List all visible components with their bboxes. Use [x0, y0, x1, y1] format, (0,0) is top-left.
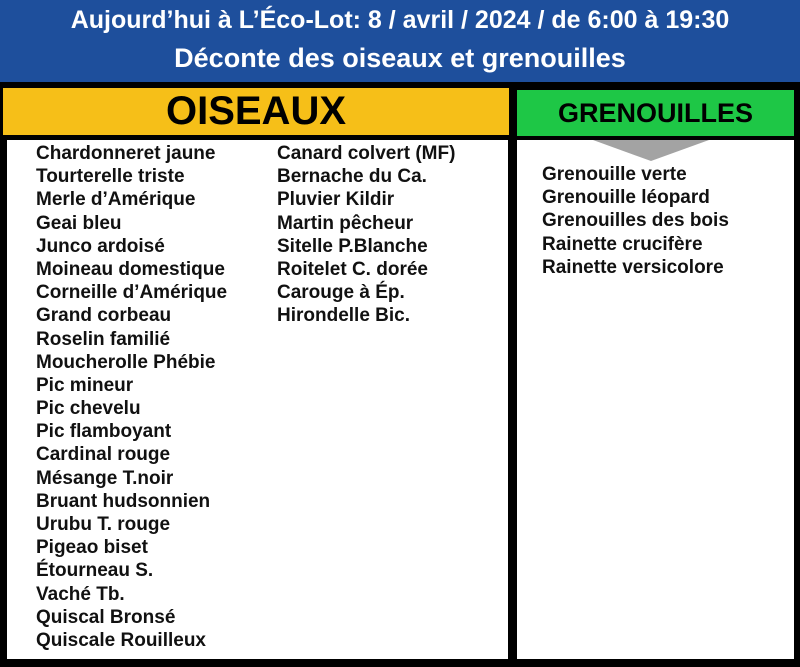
bird-item: Vaché Tb.	[36, 583, 125, 605]
birds-list-column-1	[36, 142, 227, 652]
birds-panel	[7, 140, 508, 659]
bird-item: Pic flamboyant	[36, 421, 172, 443]
date-title: Aujourd’hui à L’Éco-Lot: 8 / avril / 2024 / de 6:00 à 19:30	[70, 6, 730, 34]
bird-item: Moineau domestique	[36, 258, 225, 280]
down-arrow-icon	[593, 140, 709, 161]
bird-item: Hirondelle Bic.	[277, 305, 411, 327]
bird-item: Pigeao biset	[36, 537, 148, 559]
bird-item: Quiscale Rouilleux	[36, 629, 206, 651]
title-banner	[0, 0, 800, 82]
bird-item: Pic mineur	[36, 374, 134, 396]
bird-item: Urubu T. rouge	[36, 514, 171, 535]
frogs-header: GRENOUILLES	[517, 90, 794, 136]
bird-item: Cardinal rouge	[36, 444, 171, 466]
birds-header: OISEAUX	[3, 88, 509, 135]
bird-item: Bruant hudsonnien	[36, 490, 211, 512]
bird-item: Roitelet C. dorée	[277, 258, 428, 280]
bird-item: Pluvier Kildir	[277, 189, 395, 211]
frog-item: Rainette crucifère	[542, 233, 703, 255]
frogs-list	[542, 163, 729, 279]
bird-item: Mésange T.noir	[36, 467, 174, 489]
bird-item: Geai bleu	[36, 212, 122, 234]
bird-item: Quiscal Bronsé	[36, 606, 176, 628]
frog-item: Grenouilles des bois	[542, 210, 729, 232]
birds-list-column-2	[277, 142, 455, 328]
bird-item: Carouge à Ép.	[277, 282, 405, 304]
frog-item: Rainette versicolore	[542, 256, 724, 278]
bird-item: Corneille d’Amérique	[36, 282, 228, 304]
bird-item: Chardonneret jaune	[36, 143, 216, 164]
bird-item: Grand corbeau	[36, 305, 172, 327]
bird-item: Roselin familié	[36, 328, 171, 350]
bird-item: Étourneau S.	[36, 560, 154, 582]
bird-item: Martin pêcheur	[277, 212, 414, 234]
bird-item: Sitelle P.Blanche	[277, 235, 428, 257]
bird-item: Merle d’Amérique	[36, 189, 196, 211]
frogs-panel	[517, 140, 794, 659]
frog-item: Grenouille verte	[542, 164, 687, 185]
count-title: Déconte des oiseaux et grenouilles	[174, 43, 626, 73]
bird-item: Pic chevelu	[36, 398, 141, 420]
frog-item: Grenouille léopard	[542, 187, 710, 209]
bird-item: Bernache du Ca.	[277, 166, 427, 188]
bird-item: Tourterelle triste	[36, 166, 185, 188]
bird-item: Junco ardoisé	[36, 235, 165, 257]
bird-item: Canard colvert (MF)	[277, 143, 456, 164]
bird-item: Moucherolle Phébie	[36, 351, 216, 373]
